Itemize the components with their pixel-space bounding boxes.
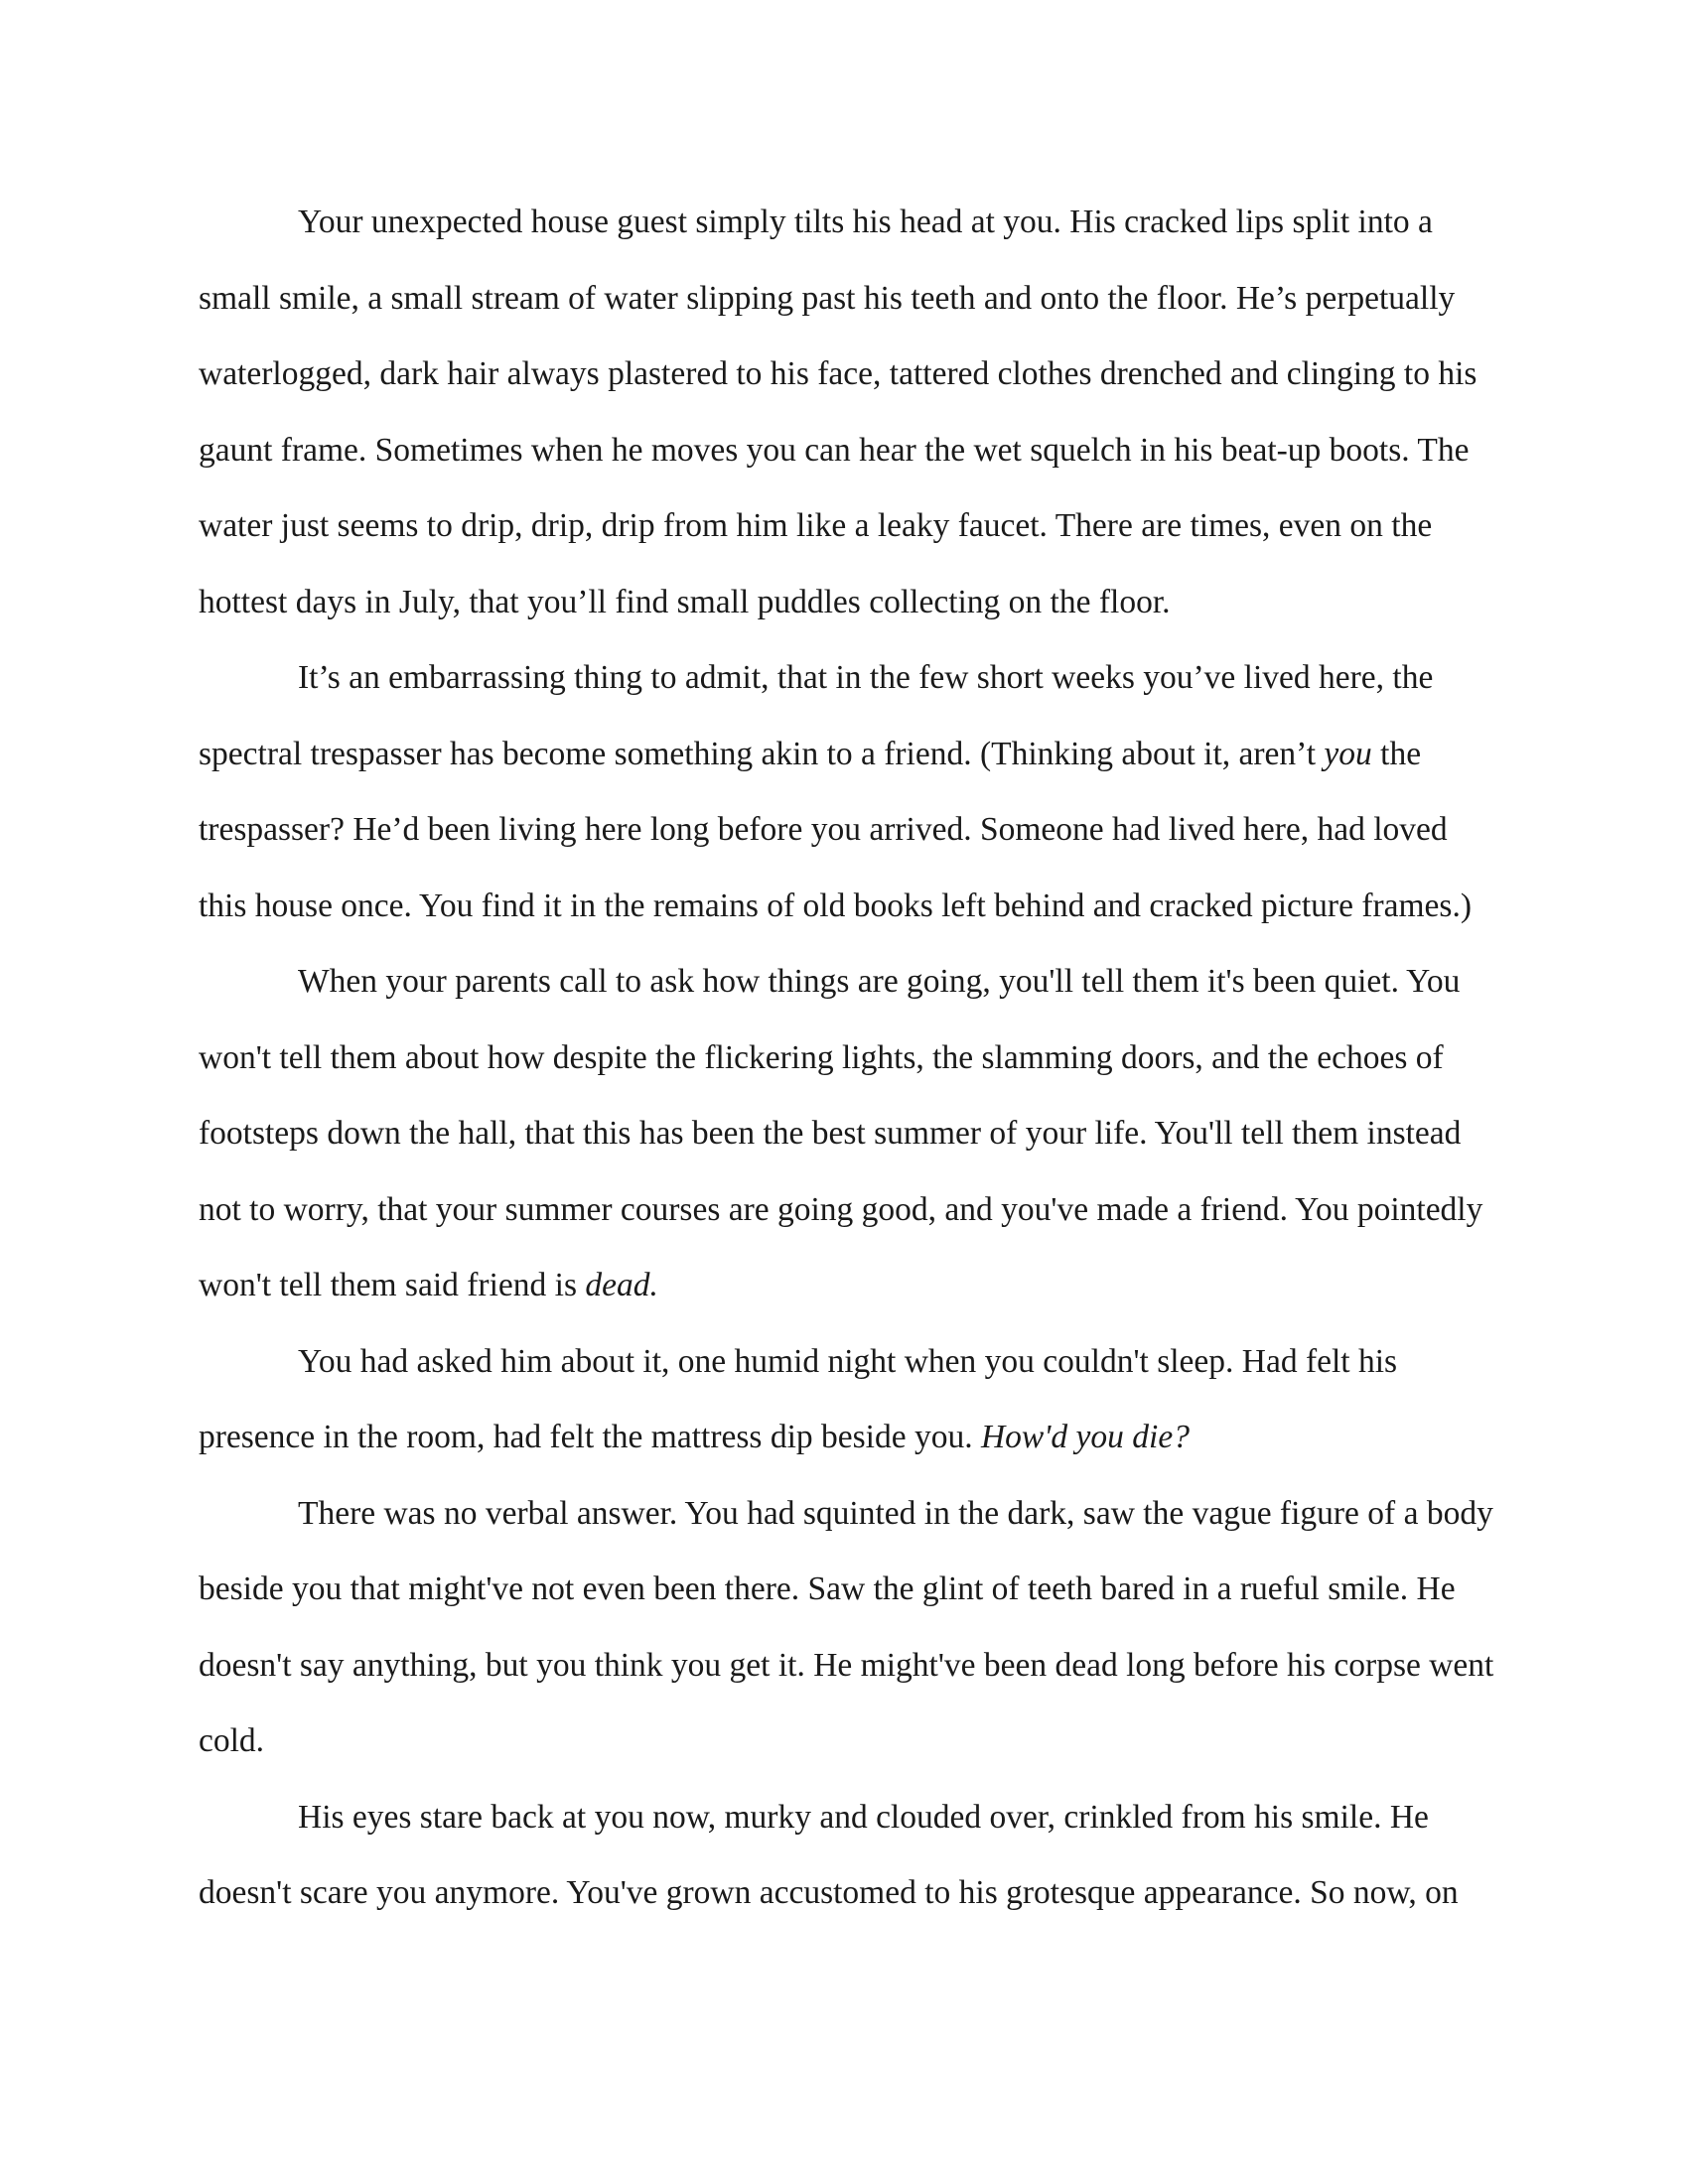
paragraph-1 xyxy=(199,185,1499,640)
paragraph-text: You had asked him about it, one humid night when you couldn't sleep. Had felt his presence in the room, had felt the mattress dip beside you. xyxy=(199,1342,1398,1455)
paragraph-2 xyxy=(199,640,1499,944)
paragraph-5 xyxy=(199,1476,1499,1780)
paragraph-4 xyxy=(199,1324,1499,1476)
italic-emphasis: you xyxy=(1324,735,1372,772)
paragraph-3 xyxy=(199,944,1499,1324)
paragraph-6 xyxy=(199,1780,1499,1932)
italic-emphasis: How'd you die? xyxy=(980,1419,1190,1455)
paragraph-text: His eyes stare back at you now, murky and clouded over, crinkled from his smile. He doesn't scare you anymore. You've grown accustomed to his grotesque appearance. So now, on xyxy=(199,1798,1459,1911)
story-text xyxy=(199,185,1499,1932)
paragraph-text: Your unexpected house guest simply tilts his head at you. His cracked lips split into a small smile, a small stream of water slipping past his teeth and onto the floor. He’s perpetually waterlogged, dark hair always plastered to his face, tattered clothes drenched and clinging to his gaunt frame. Sometimes when he moves you can hear the wet squelch in his beat-up boots. The water just seems to drip, drip, drip from him like a leaky faucet. There are times, even on the hottest days in July, that you’ll find small puddles collecting on the floor. xyxy=(199,204,1477,620)
paragraph-text: It’s an embarrassing thing to admit, that in the few short weeks you’ve lived here, the spectral trespasser has become something akin to a friend. (Thinking about it, aren’t xyxy=(199,659,1434,772)
italic-emphasis: dead. xyxy=(585,1267,658,1303)
paragraph-text: When your parents call to ask how things are going, you'll tell them it's been quiet. You won't tell them about how despite the flickering lights, the slamming doors, and the echoes of footsteps down the hall, that this has been the best summer of your life. You'll tell them instead not to worry, that your summer courses are going good, and you've made a friend. You pointedly won't tell them said friend is xyxy=(199,963,1483,1303)
paragraph-text: the trespasser? He’d been living here long before you arrived. Someone had lived here, had loved this house once. You find it in the remains of old books left behind and cracked picture frames.) xyxy=(199,735,1472,924)
paragraph-text: There was no verbal answer. You had squinted in the dark, saw the vague figure of a body beside you that might've not even been there. Saw the glint of teeth bared in a rueful smile. He doesn't say anything, but you think you get it. He might've been dead long before his corpse went cold. xyxy=(199,1494,1494,1759)
